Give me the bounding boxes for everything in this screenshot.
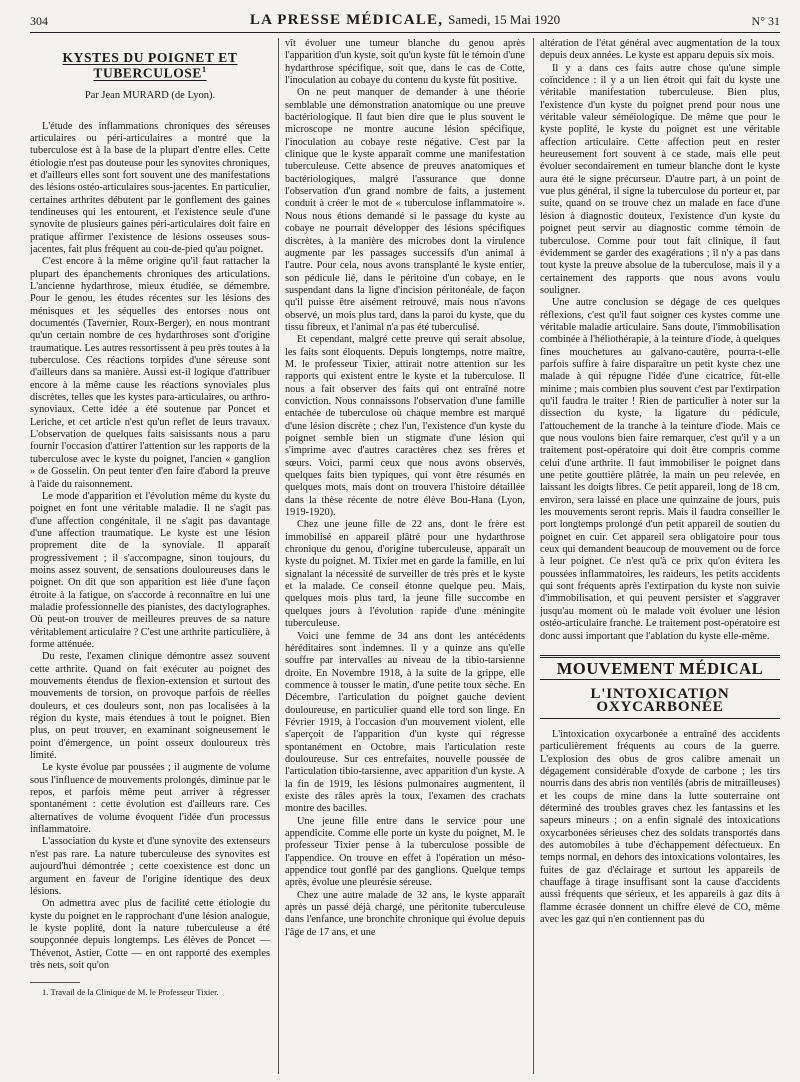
issue-date: Samedi, 15 Mai 1920	[448, 12, 561, 27]
column-divider	[533, 38, 534, 1074]
paragraph: Du reste, l'examen clinique démontre assez souvent cette arthrite. Quand on fait exécuter au poignet des mouvements étendus de flexion-extension et surtout des mouvements de torsion, on provoque parfois de réelles douleurs, et ces douleurs sont, non pas localisées à la région du kyste, mais étendues à tout le poignet. Bien plus, on peut trouver, en examinant soigneusement le point d'émergence, un point osseux douloureux très limité.	[30, 651, 270, 762]
paragraph: Une autre conclusion se dégage de ces quelques réflexions, c'est qu'il faut soigner ces kystes comme une véritable maladie articulaire. Sans doute, l'immobilisation combinée à l'héliothérapie, à la teinture d'iode, à quelques fines mouchetures au galvano-cautère, pourra-t-elle parfois suffire à faire disparaître un petit kyste chez une malade à qui répugne l'idée d'une cicatrice, fût-elle minime ; mais combien plus souvent c'est par l'extirpation qu'il faudra le traiter ! Rien de particulier à noter sur la dissection du kyste, la ligature du pédicule, l'attouchement de la tranche à la teinture d'iode. Mais ce que nous voulons bien faire remarquer, c'est qu'il y a un traitement post-opératoire qui doit être compris comme celui d'une arthrite. Il faut immobiliser le poignet dans une petite gouttière plâtrée, la main un peu relevée, en laissant les doigts libres. Ce petit appareil, long de 18 cm. environ, sera laissé en place une quinzaine de jours, puis les mouvements seront repris. Mais il faudra conseiller le port longtemps prolongé d'un petit appareil de soutien du poignet en cuir. Cet appareil sera obligatoire pour tous ceux qui demandent beaucoup de mouvement ou de force à leur poignet. Ce n'est qu'à ce prix qu'on évitera les poussées inflammatoires, les raideurs, les petits accidents qui sont fréquents après l'extirpation du kyste non suivie d'immobilisation, et qui peuvent persister et s'aggraver jusqu'au moment où le malade voit évoluer une lésion ostéo-articulaire franche. Le traitement post-opératoire est donc aussi important que l'ablation du kyste elle-même.	[540, 297, 780, 642]
paragraph: Le mode d'apparition et l'évolution même du kyste du poignet en font une véritable maladie. Il ne s'agit pas d'une affection congénitale, il ne s'agit pas davantage d'une affection traumatique. Le kyste est une lésion proprement dite de la synoviale. Il apparaît progressivement ; il s'accompagne, sinon toujours, du moins assez souvent, de sensations douloureuses dans le poignet. On dit que son apparition est liée d'une façon étroite à la fatigue, on s'accorde à reconnaître en lui une maladie professionnelle des pianistes, des dactylographes. Où peut-on trouver de meilleures preuves de sa nature véritablement articulaire ? C'est une arthrite particulière, à forme atténuée.	[30, 490, 270, 650]
paragraph: Il y a dans ces faits autre chose qu'une simple coïncidence : il y a un lien étroit qui fait du kyste une véritable manifestation tuberculeuse. Bien plus, l'existence d'un kyste du poignet prend pour nous une véritable valeur séméiologique. De même que pour le kyste poplité, le kyste du poignet est une véritable affection articulaire. Cette affection peut en rester heureusement fort souvent à ce stade, mais elle peut évoluer secondairement en tumeur blanche dont le kyste aura été le signe précurseur. D'autre part, à un point de vue plus général, il signe la tuberculose du porteur et, par suite, quand on se trouve chez un malade en face d'une lésion à diagnostic douteux, l'existence d'un kyste du poignet peut servir au diagnostic comme témoin de tuberculose. Comme pour tout fait clinique, il faut évidemment se garder des exagérations ; il n'y a pas dans tout kyste la preuve absolue de la tuberculose, mais il y a certainement des rapports que nous avons voulu souligner.	[540, 62, 780, 296]
column-divider	[278, 38, 279, 1074]
paragraph: altération de l'état général avec augmentation de la toux depuis deux années. Le kyste est apparu depuis six mois.	[540, 38, 780, 62]
footnote: 1. Travail de la Clinique de M. le Professeur Tixier.	[42, 987, 219, 998]
article-title-text: KYSTES DU POIGNET ET TUBERCULOSE	[62, 50, 238, 81]
paragraph: On admettra avec plus de facilité cette étiologie du kyste du poignet en le rapprochant d'une lésion analogue, le kyste poplité, dont la nature tuberculeuse a été soupçonnée depuis longtemps. Les élèves de Poncet — Thévenot, Astier, Cotte — en ont rapporté des exemples très nets, soit qu'on	[30, 898, 270, 971]
paragraph: Voici une femme de 34 ans dont les antécédents héréditaires sont indemnes. Il y a quinze ans qu'elle souffre par intervalles au niveau de la tibio-tarsienne droite. En Novembre 1918, à la suite de la grippe, elle commence à tousser le matin, d'une petite toux sèche. En Décembre, l'articulation du poignet gauche devient douloureuse, en particulier quand elle tord son linge. En Février 1919, à l'occasion d'un mouvement violent, elle s'aperçoit de l'apparition d'un kyste qui régresse spontanément en Octobre, mais l'articulation reste douloureuse. Sur ces entrefaites, nouvelle poussée de l'articulation tibio-tarsienne, avec apparition d'un kyste. A la fin de 1919, les lésions pulmonaires augmentent, il existe des râles après la toux, l'examen des crachats montre des bacilles.	[285, 630, 525, 815]
column-2	[285, 38, 525, 1074]
paragraph: L'intoxication oxycarbonée a entraîné des accidents particulièrement fréquents au cours de la guerre. L'explosion des obus de gros calibre amenait un dégagement considérable d'oxyde de carbone ; les tirs nourris dans des abris non ventilés (abris de mitrailleuses) et les coups de mine dans la lutte souterraine ont déterminé des troubles graves chez les fantassins et les sapeurs mineurs ; on a enfin signalé des intoxications oxycarbonées sérieuses chez des soldats transportés dans des automobiles à tube d'échappement défectueux. En temps normal, en dehors des intoxications volontaires, les fuites de gaz d'éclairage et surtout les appareils de chauffage à tirage insuffisant sont la cause d'accidents aussi fréquents que sérieux, et les appareils à gaz dits à flamme écrasée donnent un chiffre élevé de CO, même avec les gaz qui n'en contiennent pas du	[540, 728, 780, 926]
article-title	[30, 52, 270, 80]
page-header	[30, 6, 780, 30]
paragraph: C'est encore à la même origine qu'il faut rattacher la plupart des épanchements chroniques des articulations. L'ancienne hydarthrose, mieux étudiée, se démembre. Pour le genou, les études récentes sur les lésions des ménisques et les séquelles des entorses nous ont documentés (Tavernier, Roux-Berger), en nous montrant qu'un certain nombre de ces hydarthroses sont d'origine traumatique. Les autres ressortissent à peu près toutes à la tuberculose. Ces réactions torpides d'une séreuse sont d'ailleurs dans sa manière. Aussi est-il logique d'attribuer encore à la même cause les réactions synoviales plus discrètes, telles que les kystes para-articulaires, ou arthro-synoviaux. Cette idée a été soutenue par Poncet et Leriche, et cet article n'est qu'un reflet de leurs travaux. L'observation de quelques faits saisissants nous a paru fournir l'occasion d'attirer l'attention sur les rapports de la tuberculose avec le kyste du poignet, l'ancien « ganglion » de Gosselin. On peut tenter d'en faire d'abord la preuve à l'aide du raisonnement.	[30, 256, 270, 490]
section-heading: MOUVEMENT MÉDICAL	[540, 655, 780, 680]
paragraph: Une jeune fille entre dans le service pour une appendicite. Comme elle porte un kyste du poignet, M. le professeur Tixier pense à la tuberculose possible de l'appendice. On trouve en effet à l'opération un méso-appendice tout gonflé par des ganglions. Quelque temps après, évolue une pleurésie séreuse.	[285, 815, 525, 889]
byline: Par Jean MURARD (de Lyon).	[84, 90, 216, 102]
article-title: L'INTOXICATION OXYCARBONÉE	[540, 688, 780, 719]
paragraph: Chez une jeune fille de 22 ans, dont le frère est immobilisé en appareil plâtré pour une hydarthrose chronique du genou, d'origine tuberculeuse, apparaît un kyste du poignet. M. Tixier met en garde la famille, en lui signalant la nécessité de surveiller de très près et le kyste et la malade. Ce conseil étonne quelque peu. Mais, quelques mois plus tard, la jeune fille succombe en quelques jours à l'évolution rapide d'une méningite tuberculeuse.	[285, 519, 525, 630]
paragraph: On ne peut manquer de demander à une théorie semblable une démonstration anatomique ou une preuve bactériologique. Il faut bien dire que le plus souvent le microscope ne montre aucune lésion spécifique, l'inoculation au cobaye reste négative. C'est par la clinique que le kyste apparaît comme une manifestation tuberculeuse. Cette absence de preuves anatomiques et bactériologiques, malgré l'assurance que donne l'observation d'un grand nombre de faits, a justement conduit à créer le mot de « tuberculose inflammatoire ». Nous nous étions demandé si le passage du kyste au cobaye ne pourrait développer des lésions spécifiques discrètes, à la manière des microbes dont la virulence augmente par les passages successifs d'un animal à l'autre. Pour cela, nous avons transplanté le kyste entier, son pédicule lié, dans le péritoine d'un cobaye, en le suspendant dans la ligne d'incision péritonéale, de façon qu'il puisse être aisément retrouvé, mais nous n'avons observé, un mois plus tard, dans la paroi du kyste, que du tissu fibreux, et l'animal n'a pas été tuberculisé.	[285, 87, 525, 333]
paragraph: L'association du kyste et d'une synovite des extenseurs n'est pas rare. La nature tuberculeuse des synovites est aujourd'hui démontrée ; cette coexistence est donc un argument en faveur de l'origine identique des deux lésions.	[30, 836, 270, 897]
paragraph: Le kyste évolue par poussées ; il augmente de volume sous l'influence de mouvements prolongés, diminue par le repos, et parfois même peut arriver à régresser spontanément : cette évolution est d'ailleurs rare. Ces alternatives de volume évoquent l'idée d'un processus inflammatoire.	[30, 762, 270, 836]
page-number: 304	[30, 14, 48, 28]
running-title	[30, 12, 780, 29]
footnote-mark: 1	[202, 65, 207, 75]
paragraph: vît évoluer une tumeur blanche du genou après l'apparition d'un kyste, soit qu'un kyste fût le témoin d'une hydarthrose spécifique, soit que, dans le cas de Cotte, l'inoculation au cobaye du contenu du kyste fût positive.	[285, 38, 525, 87]
column-3	[540, 38, 780, 1074]
header-rule	[30, 32, 780, 33]
paragraph: Et cependant, malgré cette preuve qui serait absolue, les faits sont éloquents. Depuis longtemps, notre maître, M. le professeur Tixier, attirait notre attention sur les rapports qui existent entre le kyste et la tuberculose. Il nous a fait observer des faits qui ont entraîné notre conviction. Nous connaissons l'observation d'une famille entachée de tuberculose où chaque membre est marqué d'une lésion discrète ; chez l'un, l'existence d'un kyste du poignet semble bien un stigmate d'une lésion qui s'imprime avec d'autres caractères chez ses frères et sœurs. Voici, parmi ceux que nous avons observés, quelques faits bien typiques, qui vont être résumés en quelques mots, mais dont on trouvera l'histoire détaillée dans la thèse récente de notre élève Bou-Hana (Lyon, 1919-1920).	[285, 334, 525, 519]
paragraph: Chez une autre malade de 32 ans, le kyste apparaît après un passé déjà chargé, une péritonite tuberculeuse dans l'enfance, une bronchite chronique qui évolue depuis l'âge de 17 ans, et une	[285, 889, 525, 938]
paragraph: L'étude des inflammations chroniques des séreuses articulaires ou péri-articulaires a montré que la tuberculose est à la base de la plupart d'entre elles. Cette étiologie n'est pas douteuse pour les synovites chroniques, et d'ailleurs elles sont fort souvent une des manifestations des lésions ostéo-articulaires sous-jacentes. En particulier, certaines arthrites débutent par le gonflement des gaines tendineuses qui les entourent, et l'existence seule d'une synovite de plusieurs gaines péri-articulaires doit faire en pratique affirmer l'existence de lésions osseuses sous-jacentes, fait plus fréquent au cou-de-pied qu'au poignet.	[30, 120, 270, 255]
column-1	[30, 38, 270, 1074]
journal-name: LA PRESSE MÉDICALE,	[249, 12, 444, 28]
footnote-rule	[30, 982, 80, 983]
issue-number: N° 31	[751, 14, 780, 28]
